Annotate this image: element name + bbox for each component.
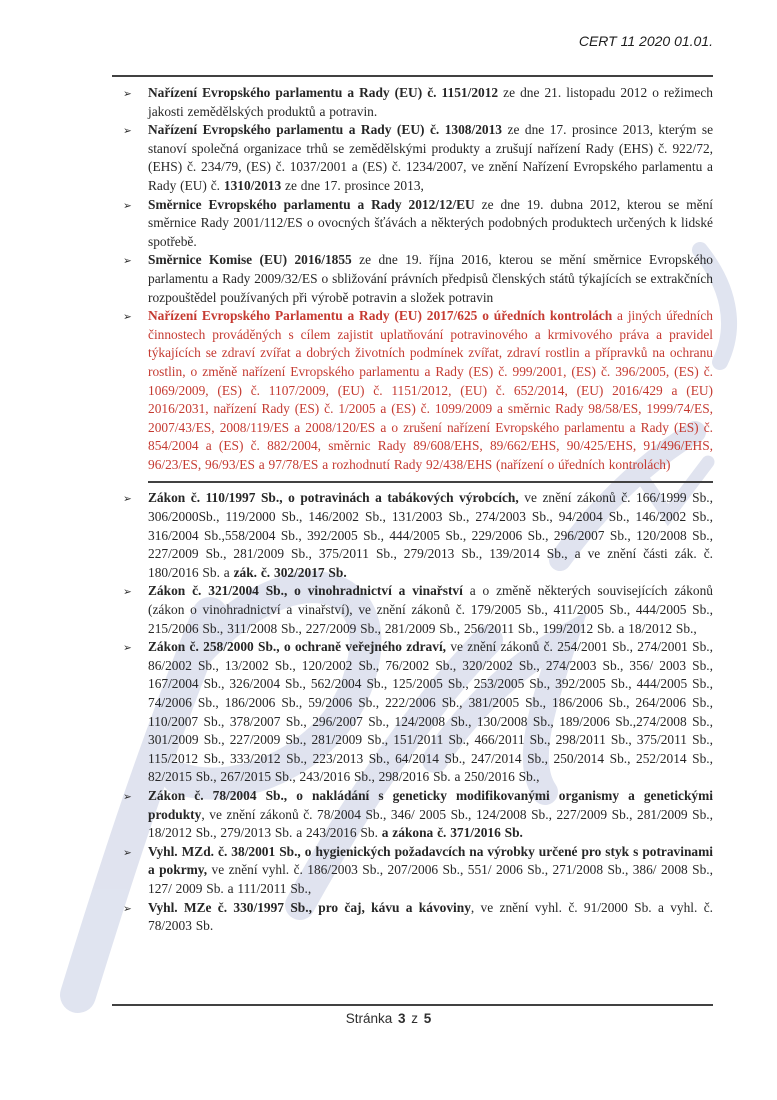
list-item bbox=[123, 787, 713, 843]
list-item bbox=[123, 121, 713, 195]
footer-of-word: z bbox=[411, 1011, 419, 1026]
list-item bbox=[123, 843, 713, 899]
document-code: CERT 11 2020 01.01. bbox=[578, 33, 713, 49]
list-item bbox=[123, 489, 713, 582]
list-item-text: Směrnice Komise (EU) 2016/1855 ze dne 19. října 2016, kterou se mění směrnice Evropského parlamentu a Rady 2009/32/ES o sbližování právních předpisů členských států týkajících se extrakčních rozpouštědel používaných při výrobě potravin a složek potravin bbox=[148, 252, 713, 305]
national-legislation-group bbox=[123, 489, 713, 935]
list-item-text: Směrnice Evropského parlamentu a Rady 2012/12/EU ze dne 19. dubna 2012, kterou se mění směrnice Rady 2001/112/ES o ovocných šťávách a některých podobných produktech určených k lidské spotřebě. bbox=[148, 196, 713, 249]
arrow-bullet-icon: ➢ bbox=[123, 790, 132, 803]
footer-divider bbox=[112, 1004, 713, 1006]
list-item-text: Zákon č. 78/2004 Sb., o nakládání s geneticky modifikovanými organismy a genetickými produkty, ve znění zákonů č. 78/2004 Sb., 346/ 2005 Sb., 124/2008 Sb., 227/2009 Sb., 281/2009 Sb., 18/2012 Sb., 279/2013 Sb. a 243/2016 Sb. a zákona č. 371/2016 Sb. bbox=[148, 787, 713, 841]
arrow-bullet-icon: ➢ bbox=[123, 255, 132, 268]
list-item bbox=[123, 638, 713, 787]
arrow-bullet-icon: ➢ bbox=[123, 586, 132, 599]
list-item-text: Nařízení Evropského parlamentu a Rady (EU) č. 1151/2012 ze dne 21. listopadu 2012 o režimech jakosti zemědělských produktů a potravin. bbox=[148, 85, 713, 119]
eu-legislation-group bbox=[123, 84, 713, 474]
list-item-text: Vyhl. MZe č. 330/1997 Sb., pro čaj, kávu a kávoviny, ve znění vyhl. č. 91/2000 Sb. a vyhl. č. 78/2003 Sb. bbox=[148, 899, 713, 934]
list-item-text: Nařízení Evropského parlamentu a Rady (EU) č. 1308/2013 ze dne 17. prosince 2013, kterým se stanoví společná organizace trhů se zemědělskými produkty a zrušují nařízení Rady (EHS) č. 922/72, (EHS) č. 234/79, (ES) č. 1037/2001 a (ES) č. 1234/2007, ve znění Nařízení Evropského parlamentu a Rady (EU) č. 1310/2013 ze dne 17. prosince 2013, bbox=[148, 122, 714, 193]
section-divider bbox=[148, 481, 713, 483]
header-divider bbox=[112, 75, 713, 77]
list-item-text: Vyhl. MZd. č. 38/2001 Sb., o hygienických požadavcích na výrobky určené pro styk s potravinami a pokrmy, ve znění vyhl. č. 186/2003 Sb., 207/2006 Sb., 551/ 2006 Sb., 271/2008 Sb., 386/ 2008 Sb., 127/ 2009 Sb. a 111/2011 Sb., bbox=[148, 843, 713, 896]
list-item-text: Zákon č. 110/1997 Sb., o potravinách a tabákových výrobcích, ve znění zákonů č. 166/1999 Sb., 306/2000Sb., 119/2000 Sb., 146/2002 Sb., 131/2003 Sb., 274/2003 Sb., 94/2004 Sb., 146/2002 Sb., 316/2004 Sb.,558/2004 Sb., 392/2005 Sb., 444/2005 Sb., 229/2006 Sb., 296/2007 Sb., 120/2008 Sb., 227/2009 Sb., 281/2009 Sb., 375/2011 Sb., 279/2013 Sb., 139/2014 Sb., a ve znění části zák. č. 180/2016 Sb. a zák. č. 302/2017 Sb. bbox=[148, 490, 713, 580]
arrow-bullet-icon: ➢ bbox=[123, 642, 132, 655]
arrow-bullet-icon: ➢ bbox=[123, 493, 132, 506]
legislation-list bbox=[123, 84, 713, 936]
list-item-text: Zákon č. 258/2000 Sb., o ochraně veřejného zdraví, ve znění zákonů č. 254/2001 Sb., 274/2001 Sb., 86/2002 Sb., 13/2002 Sb., 120/2002 Sb., 76/2002 Sb., 320/2002 Sb., 274/2003 Sb., 356/ 2003 Sb., 167/2004 Sb., 326/2004 Sb., 562/2004 Sb., 125/2005 Sb., 253/2005 Sb., 392/2005 Sb., 444/2005 Sb., 74/2006 Sb., 186/2006 Sb., 59/2006 Sb., 222/2006 Sb., 381/2005 Sb., 186/2006 Sb., 264/2006 Sb., 110/2007 Sb., 378/2007 Sb., 296/2007 Sb., 124/2008 Sb., 130/2008 Sb., 189/2006 Sb.,274/2008 Sb., 301/2009 Sb., 227/2009 Sb., 281/2009 Sb., 151/2011 Sb., 466/2011 Sb., 298/2011 Sb., 375/2011 Sb., 115/2012 Sb., 333/2012 Sb., 223/2013 Sb., 64/2014 Sb., 247/2014 Sb., 250/2014 Sb., 252/2014 Sb., 82/2015 Sb., 267/2015 Sb., 243/2016 Sb., 298/2016 Sb. a 250/2016 Sb., bbox=[148, 639, 713, 785]
list-item bbox=[123, 251, 713, 307]
list-item bbox=[123, 196, 713, 252]
arrow-bullet-icon: ➢ bbox=[123, 846, 132, 859]
footer-label: Stránka bbox=[345, 1011, 393, 1026]
list-item bbox=[123, 582, 713, 638]
footer-page-total: 5 bbox=[423, 1011, 432, 1026]
list-item bbox=[123, 84, 713, 121]
list-item-text: Zákon č. 321/2004 Sb., o vinohradnictví a vinařství a o změně některých souvisejících zákonů (zákon o vinohradnictví a vinařství), ve znění zákonů č. 179/2005 Sb., 411/2005 Sb., 444/2005 Sb., 215/2006 Sb., 311/2008 Sb., 227/2009 Sb., 281/2009 Sb., 256/2011 Sb., 199/2012 Sb. a 18/2012 Sb., bbox=[148, 583, 713, 636]
list-item-text: Nařízení Evropského Parlamentu a Rady (EU) 2017/625 o úředních kontrolách a jiných úředních činnostech prováděných s cílem zajistit uplatňování potravinového a krmivového práva a pravidel týkajících se zdraví zvířat a dobrých životních podmínek zvířat, zdraví rostlin a přípravků na ochranu rostlin, o změně nařízení Evropského parlamentu a Rady (ES) č. 999/2001, (ES) č. 396/2005, (ES) č. 1069/2009, (ES) č. 1107/2009, (EU) č. 1151/2012, (EU) č. 652/2014, (EU) 2016/429 a (EU) 2016/2031, nařízení Rady (ES) č. 1/2005 a (ES) č. 1099/2009 a směrnic Rady 98/58/ES, 1999/74/ES, 2007/43/ES, 2008/119/ES a 2008/120/ES a o zrušení nařízení Evropského parlamentu a Rady (ES) č. 854/2004 a (ES) č. 882/2004, směrnic Rady 89/608/EHS, 89/662/EHS, 90/425/EHS, 91/496/EHS, 96/23/ES, 96/93/ES a 97/78/ES a rozhodnutí Rady 92/438/EHS (nařízení o úředních kontrolách) bbox=[148, 308, 713, 472]
page-footer bbox=[0, 1011, 777, 1026]
arrow-bullet-icon: ➢ bbox=[123, 199, 132, 212]
arrow-bullet-icon: ➢ bbox=[123, 902, 132, 915]
list-item bbox=[123, 307, 713, 474]
list-item bbox=[123, 899, 713, 936]
arrow-bullet-icon: ➢ bbox=[123, 311, 132, 324]
footer-page-number: 3 bbox=[397, 1011, 406, 1026]
arrow-bullet-icon: ➢ bbox=[123, 125, 132, 138]
arrow-bullet-icon: ➢ bbox=[123, 88, 132, 100]
